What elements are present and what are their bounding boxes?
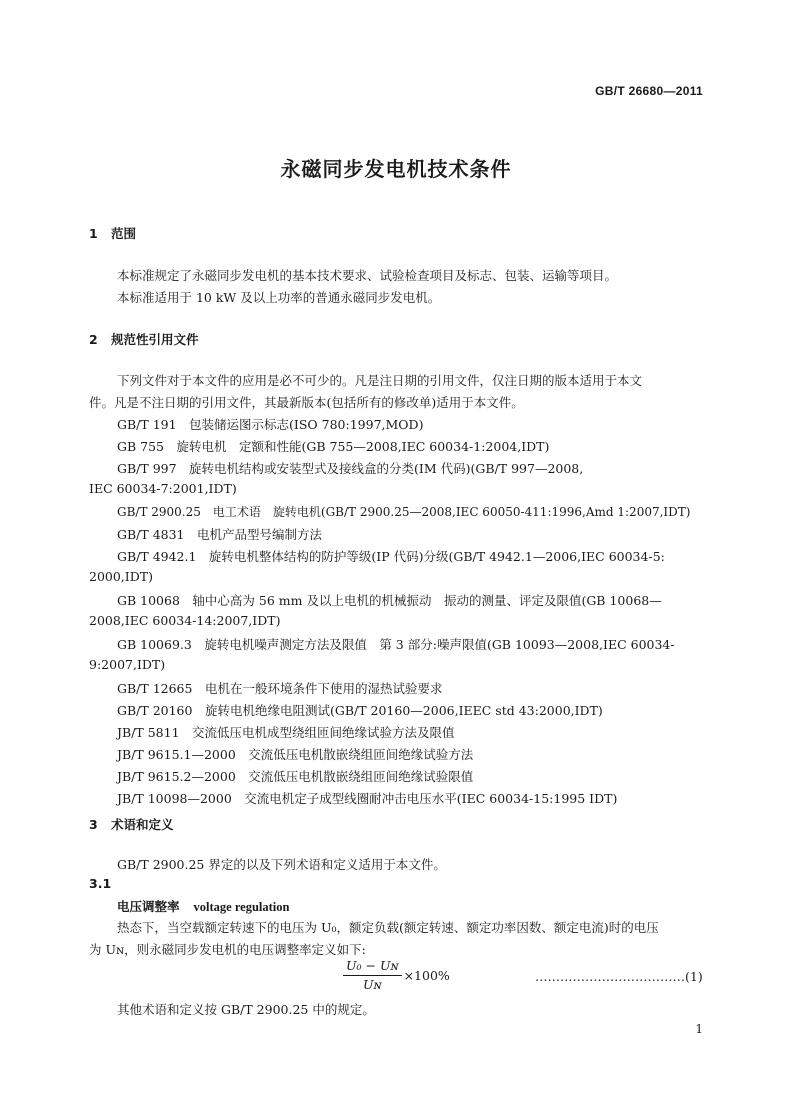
term-english: voltage regulation — [193, 900, 290, 914]
clause-number: 3.1 — [89, 876, 112, 891]
section-number: 2 — [89, 332, 98, 347]
paragraph: 其他术语和定义按 GB/T 2900.25 中的规定。 — [117, 1002, 375, 1017]
fraction-denominator: Uɴ — [362, 977, 382, 992]
reference-item: JB/T 5811 交流低压电机成型绕组匝间绝缘试验方法及限值 — [117, 725, 455, 740]
section-3-heading — [89, 815, 174, 833]
reference-item: GB 755 旋转电机 定额和性能(GB 755—2008,IEC 60034-1:2004,IDT) — [117, 439, 550, 454]
reference-item-continuation: 9:2007,IDT) — [89, 657, 166, 672]
paragraph-continuation: 件。凡是不注日期的引用文件，其最新版本(包括所有的修改单)适用于本文件。 — [89, 395, 524, 410]
reference-item: JB/T 9615.1—2000 交流低压电机散嵌绕组匝间绝缘试验方法 — [117, 747, 474, 762]
definition-continuation: 为 Uɴ，则永磁同步发电机的电压调整率定义如下: — [89, 942, 366, 957]
standard-code: GB/T 26680—2011 — [595, 84, 703, 98]
reference-item: GB/T 20160 旋转电机绝缘电阻测试(GB/T 20160—2006,IEEC std 43:2000,IDT) — [117, 703, 603, 718]
reference-item: GB/T 12665 电机在一般环境条件下使用的湿热试验要求 — [117, 681, 443, 696]
reference-item: GB/T 4942.1 旋转电机整体结构的防护等级(IP 代码)分级(GB/T 4942.1—2006,IEC 60034-5: — [117, 549, 665, 564]
section-number: 1 — [89, 226, 98, 241]
paragraph: GB/T 2900.25 界定的以及下列术语和定义适用于本文件。 — [117, 857, 446, 872]
page-number: 1 — [695, 1022, 703, 1036]
reference-item: GB 10068 轴中心高为 56 mm 及以上电机的机械振动 振动的测量、评定及限值(GB 10068— — [117, 593, 662, 608]
fraction — [343, 958, 402, 993]
reference-item: JB/T 9615.2—2000 交流低压电机散嵌绕组匝间绝缘试验限值 — [117, 769, 474, 784]
reference-item: GB/T 4831 电机产品型号编制方法 — [117, 527, 323, 542]
paragraph: 本标准适用于 10 kW 及以上功率的普通永磁同步发电机。 — [117, 290, 441, 305]
reference-item: GB 10069.3 旋转电机噪声测定方法及限值 第 3 部分:噪声限值(GB 10093—2008,IEC 60034- — [117, 637, 675, 652]
term-chinese: 电压调整率 — [117, 899, 180, 914]
section-number: 3 — [89, 817, 98, 832]
reference-item: GB/T 997 旋转电机结构或安装型式及接线盒的分类(IM 代码)(GB/T 997—2008, — [117, 461, 584, 476]
section-2-heading — [89, 330, 199, 348]
equation-reference: ………………………………(1) — [535, 969, 703, 984]
section-title: 术语和定义 — [111, 817, 174, 832]
reference-item-continuation: IEC 60034-7:2001,IDT) — [89, 481, 237, 496]
term-entry — [117, 897, 289, 915]
definition-text: 热态下，当空载额定转速下的电压为 U₀，额定负载(额定转速、额定功率因数、额定电流)时的电压 — [117, 920, 659, 935]
reference-item-continuation: 2008,IEC 60034-14:2007,IDT) — [89, 613, 281, 628]
paragraph: 本标准规定了永磁同步发电机的基本技术要求、试验检查项目及标志、包装、运输等项目。 — [117, 268, 618, 283]
reference-item: GB/T 2900.25 电工术语 旋转电机(GB/T 2900.25—2008,IEC 60050-411:1996,Amd 1:2007,IDT) — [117, 505, 691, 519]
reference-item: GB/T 191 包装储运图示标志(ISO 780:1997,MOD) — [117, 417, 424, 432]
formula-multiplier: ×100% — [403, 968, 450, 983]
section-title: 规范性引用文件 — [111, 332, 199, 347]
reference-item-continuation: 2000,IDT) — [89, 569, 153, 584]
document-title: 永磁同步发电机技术条件 — [280, 157, 512, 181]
fraction-numerator: U₀ − Uɴ — [343, 958, 402, 976]
reference-item: JB/T 10098—2000 交流电机定子成型线圈耐冲击电压水平(IEC 60034-15:1995 IDT) — [117, 791, 618, 806]
paragraph: 下列文件对于本文件的应用是必不可少的。凡是注日期的引用文件，仅注日期的版本适用于本文 — [117, 373, 643, 388]
section-title: 范围 — [111, 226, 137, 241]
formula — [343, 958, 450, 993]
section-1-heading — [89, 224, 136, 242]
